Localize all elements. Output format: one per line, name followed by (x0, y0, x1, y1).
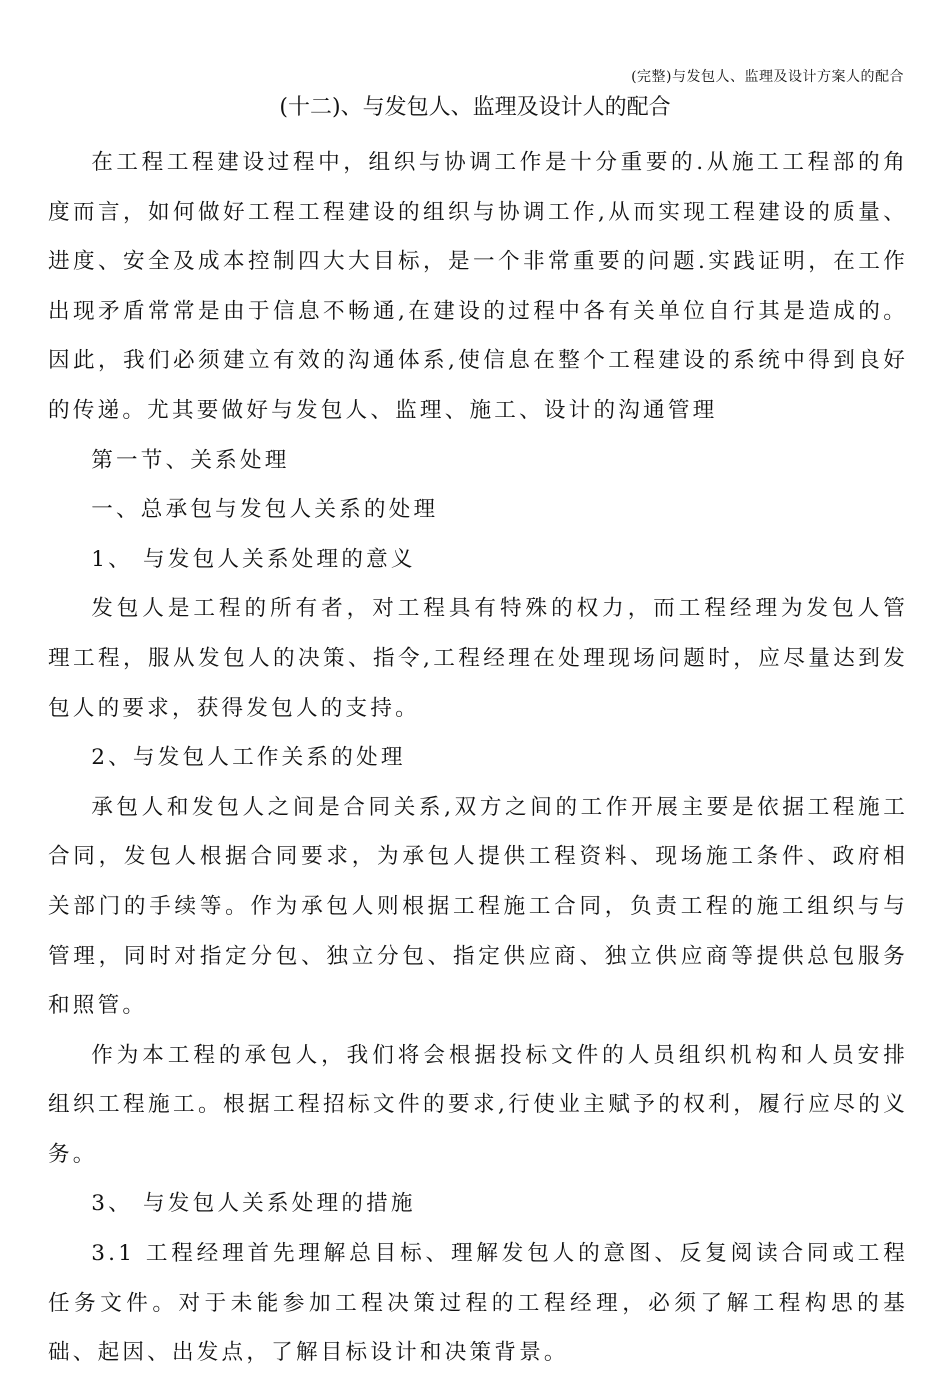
running-header: (完整)与发包人、监理及设计方案人的配合 (631, 69, 904, 85)
document-body (48, 138, 908, 1378)
item-heading: 3、 与发包人关系处理的措施 (91, 1191, 416, 1217)
subsection-heading: 一、总承包与发包人关系的处理 (91, 497, 439, 523)
body-paragraph: 3.1 工程经理首先理解总目标、理解发包人的意图、反复阅读合同或工程任务文件。对于未能参加工程决策过程的工程经理，必须了解工程构思的基础、起因、出发点，了解目标设计和决策背景。 (48, 1241, 908, 1366)
body-paragraph: 作为本工程的承包人，我们将会根据投标文件的人员组织机构和人员安排组织工程施工。根据工程招标文件的要求,行使业主赋予的权利，履行应尽的义务。 (48, 1042, 908, 1167)
item-heading: 2、与发包人工作关系的处理 (91, 745, 406, 771)
body-paragraph: 发包人是工程的所有者，对工程具有特殊的权力，而工程经理为发包人管理工程，服从发包人的决策、指令,工程经理在处理现场问题时，应尽量达到发包人的要求，获得发包人的支持。 (48, 596, 908, 721)
section-heading: 第一节、关系处理 (91, 447, 290, 473)
intro-paragraph: 在工程工程建设过程中，组织与协调工作是十分重要的.从施工工程部的角度而言，如何做好工程工程建设的组织与协调工作,从而实现工程建设的质量、进度、安全及成本控制四大大目标，是一个非常重要的问题.实践证明，在工作出现矛盾常常是由于信息不畅通,在建设的过程中各有关单位自行其是造成的。因此，我们必须建立有效的沟通体系,使信息在整个工程建设的系统中得到良好的传递。尤其要做好与发包人、监理、施工、设计的沟通管理 (48, 150, 908, 423)
body-paragraph: 承包人和发包人之间是合同关系,双方之间的工作开展主要是依据工程施工合同，发包人根据合同要求，为承包人提供工程资料、现场施工条件、政府相关部门的手续等。作为承包人则根据工程施工合同，负责工程的施工组织与与管理，同时对指定分包、独立分包、指定供应商、独立供应商等提供总包服务和照管。 (48, 794, 908, 1019)
item-heading: 1、 与发包人关系处理的意义 (91, 546, 416, 572)
document-title: (十二)、与发包人、监理及设计人的配合 (279, 95, 671, 120)
